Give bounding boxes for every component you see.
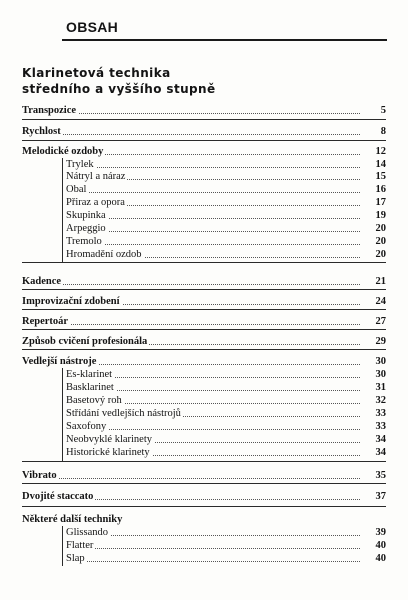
toc-page-number: 16 (375, 184, 386, 195)
toc-label: Es-klarinet (66, 369, 113, 380)
toc-page-number: 8 (380, 126, 386, 137)
toc-page-number: 35 (375, 470, 386, 481)
toc-page-number: 31 (375, 382, 386, 393)
section-divider (22, 289, 386, 290)
toc-label: Slap (66, 553, 85, 564)
toc-label: Vedlejší nástroje (22, 356, 97, 367)
toc-page-number: 30 (375, 369, 386, 380)
section-divider (22, 349, 386, 350)
toc-page-number: 20 (375, 223, 386, 234)
toc-label: Kadence (22, 276, 62, 287)
toc-label: Střídání vedlejších nástrojů (66, 408, 181, 419)
toc-label: Transpozice (22, 105, 77, 116)
toc-page-number: 39 (375, 527, 386, 538)
toc-page-number: 24 (375, 296, 386, 307)
subsection-bracket (62, 158, 63, 262)
toc-page-number: 33 (375, 421, 386, 432)
toc-label: Tremolo (66, 236, 102, 247)
page-title: OBSAH (66, 19, 119, 35)
toc-section[interactable] (0, 125, 408, 140)
toc-section[interactable] (0, 469, 408, 484)
toc-page-number: 19 (375, 210, 386, 221)
toc-leader-dots (66, 192, 360, 193)
toc-page-number: 30 (375, 356, 386, 367)
toc-label: Melodické ozdoby (22, 146, 104, 157)
toc-label: Basetový roh (66, 395, 122, 406)
toc-section[interactable] (0, 490, 408, 505)
toc-label: Způsob cvičení profesionála (22, 336, 148, 347)
toc-page-number: 32 (375, 395, 386, 406)
toc-page-number: 33 (375, 408, 386, 419)
section-divider (22, 461, 386, 462)
toc-leader-dots (22, 478, 360, 479)
toc-leader-dots (66, 548, 360, 549)
section-divider (22, 119, 386, 120)
toc-page-number: 34 (375, 434, 386, 445)
toc-label: Saxofony (66, 421, 107, 432)
toc-section[interactable] (0, 295, 408, 310)
toc-leader-dots (22, 134, 360, 135)
toc-leader-dots (66, 167, 360, 168)
toc-leader-dots (22, 324, 360, 325)
toc-leader-dots (22, 284, 360, 285)
toc-page-number: 5 (380, 105, 386, 116)
toc-label: Trylek (66, 159, 94, 170)
section-divider (22, 262, 386, 263)
toc-leader-dots (66, 218, 360, 219)
section-divider (22, 483, 386, 484)
toc-label: Historické klarinety (66, 447, 150, 458)
section-divider (22, 329, 386, 330)
toc-label: Skupinka (66, 210, 106, 221)
toc-page-number: 15 (375, 171, 386, 182)
toc-label: Rychlost (22, 126, 61, 137)
section-divider (22, 309, 386, 310)
toc-label: Nátryl a náraz (66, 171, 126, 182)
toc-section[interactable] (0, 335, 408, 350)
toc-section[interactable] (0, 315, 408, 330)
toc-section[interactable] (0, 104, 408, 119)
section-heading-line-2: středního a vyššího stupně (22, 82, 216, 96)
toc-leader-dots (66, 429, 360, 430)
toc-leader-dots (66, 561, 360, 562)
toc-label: Vibrato (22, 470, 57, 481)
toc-page-number: 20 (375, 249, 386, 260)
toc-page-number: 40 (375, 540, 386, 551)
toc-label: Glissando (66, 527, 108, 538)
toc-page-number: 37 (375, 491, 386, 502)
subsection-bracket (62, 368, 63, 461)
toc-page-number: 21 (375, 276, 386, 287)
toc-page-number: 20 (375, 236, 386, 247)
toc-page-number: 14 (375, 159, 386, 170)
toc-page-number: 12 (375, 146, 386, 157)
toc-page-number: 29 (375, 336, 386, 347)
toc-leader-dots (66, 244, 360, 245)
toc-label: Hromadění ozdob (66, 249, 142, 260)
toc-label: Repertoár (22, 316, 69, 327)
toc-page-number: 27 (375, 316, 386, 327)
toc-label: Flatter (66, 540, 94, 551)
subsection-bracket (62, 526, 63, 566)
toc-label: Dvojité staccato (22, 491, 94, 502)
section-divider (22, 140, 386, 141)
toc-leader-dots (66, 535, 360, 536)
toc-label: Obal (66, 184, 87, 195)
toc-leader-dots (66, 231, 360, 232)
toc-label: Neobvyklé klarinety (66, 434, 153, 445)
toc-label: Improvizační zdobení (22, 296, 120, 307)
section-divider (22, 506, 386, 507)
toc-page-number: 40 (375, 553, 386, 564)
toc-page-number: 17 (375, 197, 386, 208)
toc-label: Basklarinet (66, 382, 114, 393)
toc-label: Některé další techniky (22, 514, 123, 525)
toc-label: Přiraz a opora (66, 197, 125, 208)
toc-section[interactable] (0, 275, 408, 290)
toc-label: Arpeggio (66, 223, 106, 234)
section-heading-line-1: Klarinetová technika (22, 66, 171, 80)
toc-page-number: 34 (375, 447, 386, 458)
